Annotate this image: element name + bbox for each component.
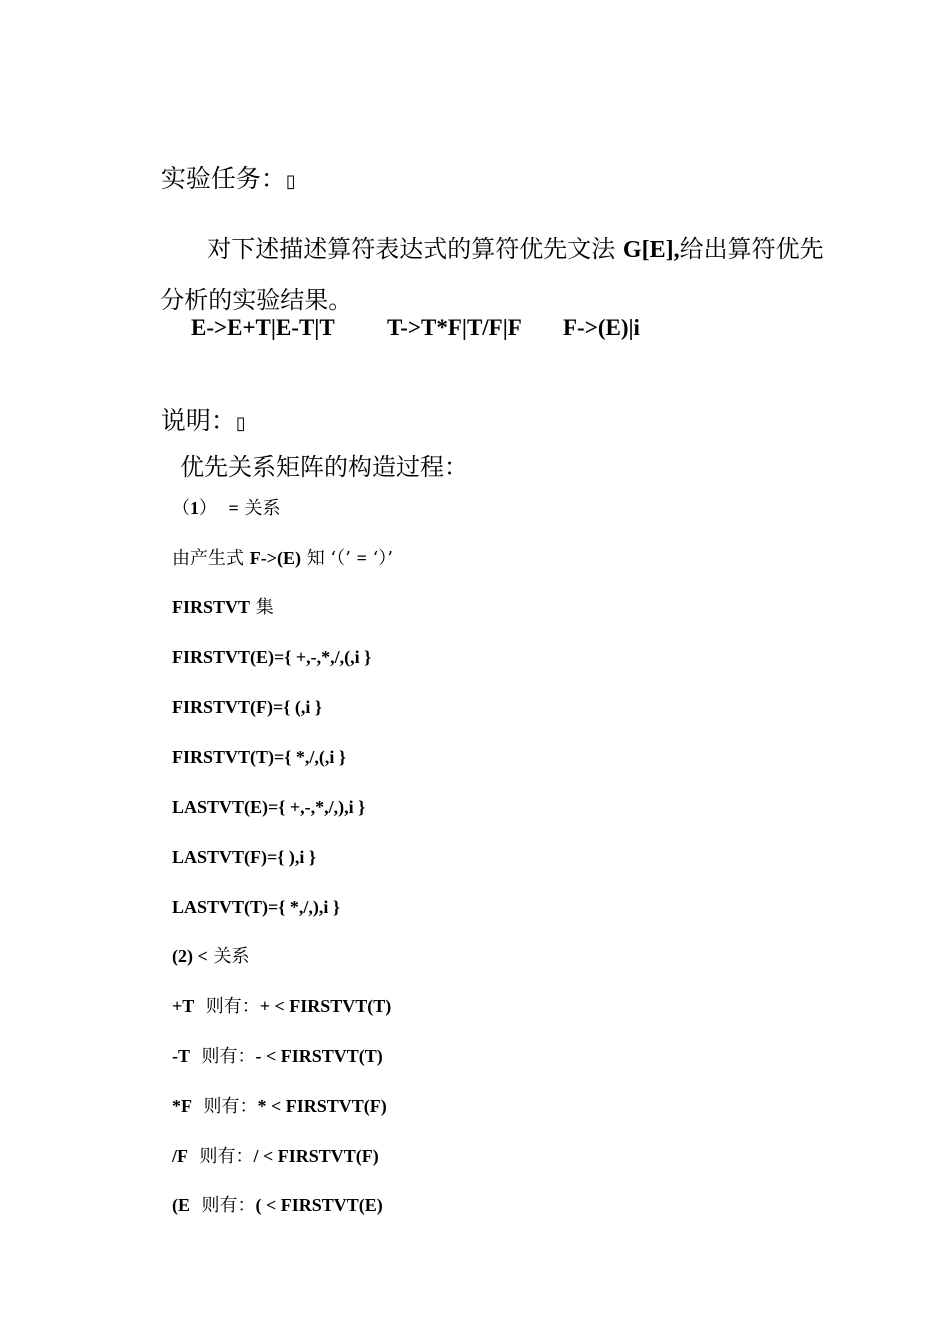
detail-line — [172, 1047, 383, 1066]
production-1: E->E+T|E-T|T — [191, 315, 335, 340]
line-bold: FIRSTVT(F)={ (,i } — [172, 697, 322, 717]
line-text: ‘）’ — [366, 548, 394, 569]
box-glyph-icon: ▯ — [235, 413, 246, 434]
detail-line — [172, 798, 365, 817]
line-text: 知 ‘（’ — [300, 548, 357, 569]
task-paragraph-line-2 — [145, 264, 352, 312]
detail-line — [172, 848, 316, 867]
line-bold: -T — [172, 1046, 190, 1066]
line-text: 集 — [250, 597, 274, 618]
task-heading — [145, 141, 296, 191]
detail-line — [172, 598, 274, 617]
detail-line — [172, 997, 391, 1016]
production-2: T->T*F|T/F|F — [387, 315, 522, 340]
task-heading-text: 实验任务： — [160, 164, 286, 193]
line-bold: FIRSTVT — [172, 597, 251, 617]
line-bold: = — [228, 498, 239, 518]
detail-line — [172, 1097, 387, 1116]
line-text: 关系 — [207, 946, 250, 967]
task-paragraph-line-1 — [192, 213, 824, 262]
explain-heading-text: 说明： — [160, 406, 236, 435]
line-bold: /F — [172, 1146, 188, 1166]
line-bold: +T — [172, 996, 195, 1016]
line-text: 由产生式 — [172, 548, 250, 569]
line-bold: F->(E) — [249, 548, 301, 568]
production-3: F->(E)|i — [563, 315, 640, 340]
line-bold: LASTVT(T)={ *,/,),i } — [172, 897, 340, 917]
detail-line — [172, 648, 371, 667]
detail-line — [172, 748, 346, 767]
line-text: 则有： — [188, 1146, 254, 1167]
detail-line — [172, 549, 393, 568]
line-bold: + < FIRSTVT(T) — [259, 996, 392, 1016]
detail-line — [172, 1147, 379, 1166]
line-bold: *F — [172, 1096, 192, 1116]
detail-line — [172, 898, 340, 917]
line-text: 关系 — [238, 498, 281, 519]
line-bold: / < FIRSTVT(F) — [253, 1146, 379, 1166]
detail-line — [172, 698, 322, 717]
matrix-subheading: 优先关系矩阵的构造过程： — [180, 453, 468, 481]
line-bold: - < FIRSTVT(T) — [255, 1046, 383, 1066]
line-text: 则有： — [190, 1046, 256, 1067]
line-text: 则有： — [192, 1096, 258, 1117]
explain-heading — [145, 383, 246, 433]
detail-line — [172, 499, 280, 518]
box-glyph-icon: ▯ — [285, 171, 296, 192]
line-text: （ — [172, 498, 190, 519]
line-bold: 1 — [190, 498, 199, 518]
para-line2: 分析的实验结果。 — [160, 286, 353, 314]
line-bold: (2) < — [172, 946, 208, 966]
detail-line — [172, 947, 249, 966]
detail-line — [172, 1196, 383, 1215]
line-text: 则有： — [190, 1195, 256, 1216]
line-bold: FIRSTVT(E)={ +,-,*,/,(,i } — [172, 647, 372, 667]
line-bold: (E — [172, 1195, 190, 1215]
line-bold: FIRSTVT(T)={ *,/,(,i } — [172, 747, 346, 767]
grammar-name: G[E], — [622, 237, 680, 263]
line-text: ） — [199, 498, 229, 519]
para-post: 给出算符优先 — [679, 235, 824, 263]
line-bold: * < FIRSTVT(F) — [257, 1096, 387, 1116]
line-bold: LASTVT(E)={ +,-,*,/,),i } — [172, 797, 366, 817]
line-bold: = — [356, 548, 367, 568]
line-text: 则有： — [194, 996, 260, 1017]
para-pre: 对下述描述算符表达式的算符优先文法 — [207, 235, 623, 263]
line-bold: ( < FIRSTVT(E) — [255, 1195, 383, 1215]
line-bold: LASTVT(F)={ ),i } — [172, 847, 316, 867]
